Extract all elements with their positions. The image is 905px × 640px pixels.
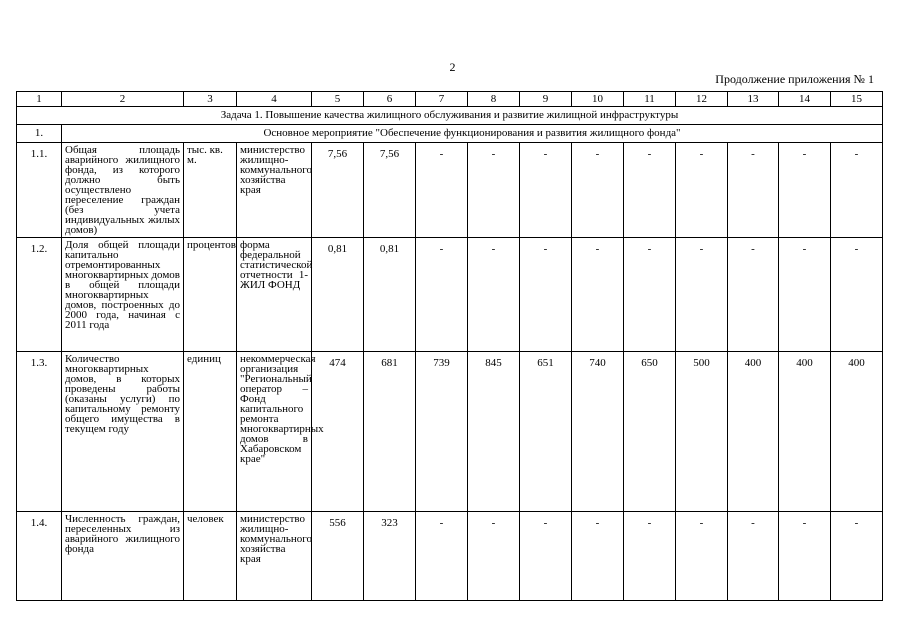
value-cell: -	[468, 143, 520, 238]
section-row	[17, 125, 883, 143]
value-cell: -	[520, 238, 572, 352]
table-row	[17, 352, 883, 512]
value-cell: -	[416, 512, 468, 601]
value-cell: 0,81	[364, 238, 416, 352]
header-cell: 5	[312, 92, 364, 107]
value-cell: -	[831, 512, 883, 601]
section-title: Основное мероприятие "Обеспечение функционирования и развития жилищного фонда"	[62, 125, 883, 143]
header-cell: 8	[468, 92, 520, 107]
value-cell: -	[624, 512, 676, 601]
header-cell: 14	[779, 92, 831, 107]
value-cell: 651	[520, 352, 572, 512]
value-cell: -	[779, 512, 831, 601]
task-title: Задача 1. Повышение качества жилищного обслуживания и развитие жилищной инфраструктуры	[17, 107, 883, 125]
value-cell: -	[572, 238, 624, 352]
value-cell: -	[468, 512, 520, 601]
header-cell: 3	[184, 92, 237, 107]
header-cell: 12	[676, 92, 728, 107]
value-cell: 474	[312, 352, 364, 512]
value-cell: -	[676, 143, 728, 238]
value-cell: -	[416, 143, 468, 238]
unit: человек	[184, 512, 237, 601]
indicator-name: Доля общей площади капитально отремонтированных многоквартирных домов в общей площади многоквартирных домов, построенных до 2000 года, начиная с 2011 года	[62, 238, 184, 352]
indicator-name: Общая площадь аварийного жилищного фонда, из которого должно быть осуществлено переселение граждан (без учета индивидуальных жилых домов)	[62, 143, 184, 238]
source: некоммерческая организация "Региональный оператор – Фонд капитального ремонта многоквартирных домов в Хабаровском крае"	[237, 352, 312, 512]
indicator-name: Количество многоквартирных домов, в которых проведены работы (оказаны услуги) по капитальному ремонту общего имущества в текущем году	[62, 352, 184, 512]
value-cell: -	[624, 238, 676, 352]
value-cell: 845	[468, 352, 520, 512]
value-cell: 650	[624, 352, 676, 512]
value-cell: -	[728, 512, 779, 601]
source: министерство жилищно-коммунального хозяйства края	[237, 143, 312, 238]
value-cell: 7,56	[364, 143, 416, 238]
value-cell: -	[572, 512, 624, 601]
value-cell: -	[572, 143, 624, 238]
value-cell: -	[520, 512, 572, 601]
header-cell: 1	[17, 92, 62, 107]
unit: процентов	[184, 238, 237, 352]
value-cell: 400	[831, 352, 883, 512]
header-cell: 15	[831, 92, 883, 107]
task-row	[17, 107, 883, 125]
header-cell: 4	[237, 92, 312, 107]
value-cell: 400	[728, 352, 779, 512]
row-number: 1.3.	[17, 352, 62, 512]
header-cell: 9	[520, 92, 572, 107]
value-cell: -	[676, 512, 728, 601]
value-cell: -	[831, 143, 883, 238]
value-cell: 739	[416, 352, 468, 512]
section-number: 1.	[17, 125, 62, 143]
table-row	[17, 238, 883, 352]
unit: тыс. кв. м.	[184, 143, 237, 238]
value-cell: 323	[364, 512, 416, 601]
value-cell: -	[624, 143, 676, 238]
unit: единиц	[184, 352, 237, 512]
value-cell: -	[779, 143, 831, 238]
value-cell: -	[728, 143, 779, 238]
header-cell: 2	[62, 92, 184, 107]
source: форма федеральной статистической отчетности 1-ЖИЛ ФОНД	[237, 238, 312, 352]
header-cell: 6	[364, 92, 416, 107]
value-cell: 500	[676, 352, 728, 512]
column-number-header	[17, 92, 883, 107]
header-cell: 13	[728, 92, 779, 107]
table-row	[17, 143, 883, 238]
value-cell: 681	[364, 352, 416, 512]
source: министерство жилищно-коммунального хозяйства края	[237, 512, 312, 601]
continuation-label: Продолжение приложения № 1	[715, 72, 874, 86]
value-cell: -	[468, 238, 520, 352]
value-cell: 7,56	[312, 143, 364, 238]
value-cell: -	[728, 238, 779, 352]
value-cell: 556	[312, 512, 364, 601]
row-number: 1.2.	[17, 238, 62, 352]
value-cell: 740	[572, 352, 624, 512]
table-row	[17, 512, 883, 601]
header-cell: 11	[624, 92, 676, 107]
page-number: 2	[449, 60, 456, 74]
value-cell: -	[520, 143, 572, 238]
value-cell: 0,81	[312, 238, 364, 352]
indicators-table	[16, 91, 883, 601]
value-cell: 400	[779, 352, 831, 512]
value-cell: -	[831, 238, 883, 352]
value-cell: -	[779, 238, 831, 352]
row-number: 1.4.	[17, 512, 62, 601]
value-cell: -	[416, 238, 468, 352]
header-cell: 10	[572, 92, 624, 107]
header-cell: 7	[416, 92, 468, 107]
indicator-name: Численность граждан, переселенных из аварийного жилищного фонда	[62, 512, 184, 601]
value-cell: -	[676, 238, 728, 352]
row-number: 1.1.	[17, 143, 62, 238]
